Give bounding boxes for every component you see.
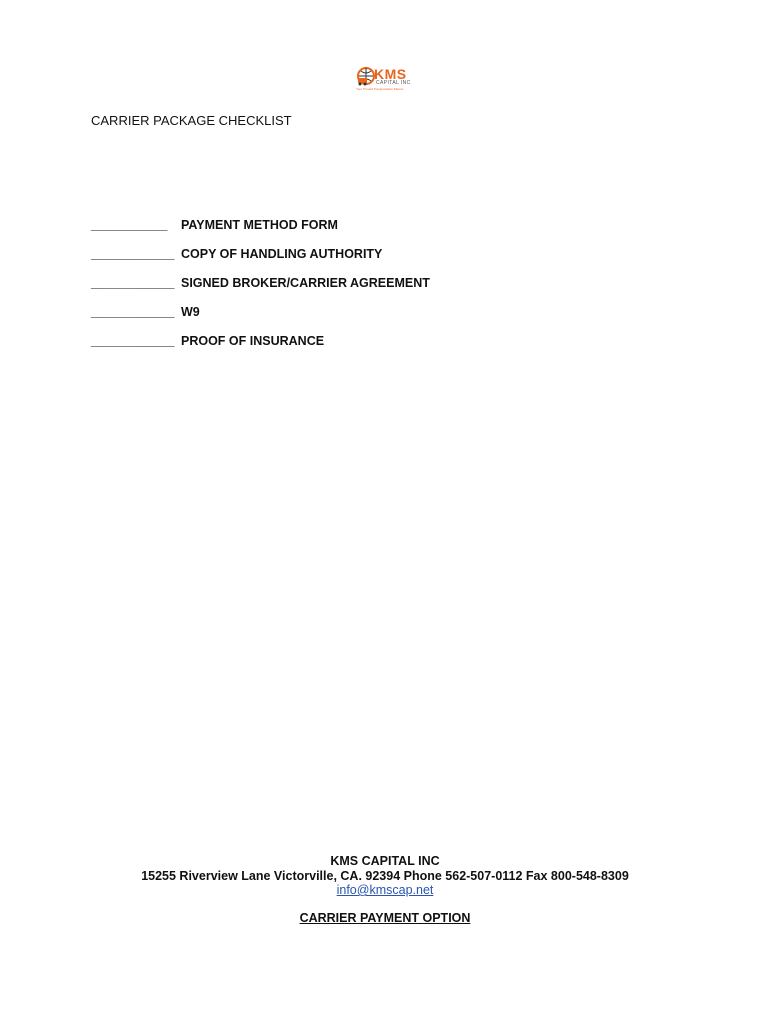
- checklist-item: [91, 276, 430, 290]
- checklist-item: [91, 305, 200, 319]
- checklist-label: PAYMENT METHOD FORM: [181, 218, 338, 232]
- checklist-label: PROOF OF INSURANCE: [181, 334, 325, 348]
- checklist-label: COPY OF HANDLING AUTHORITY: [181, 247, 383, 261]
- section-heading: [0, 911, 770, 925]
- checklist-blank: ____________: [91, 247, 175, 261]
- logo-subtitle: CAPITAL INC: [376, 80, 411, 86]
- checklist-blank: ___________: [91, 218, 168, 232]
- footer-email-row: [0, 883, 770, 897]
- checklist-item: [91, 334, 325, 348]
- checklist-item: [91, 247, 383, 261]
- checklist-label: SIGNED BROKER/CARRIER AGREEMENT: [181, 276, 430, 290]
- logo-tagline: Your Trusted Transportation Partner: [356, 87, 404, 91]
- logo-brand: KMS: [374, 66, 407, 82]
- email-link[interactable]: info@kmscap.net: [336, 883, 434, 897]
- footer-company-name: KMS CAPITAL INC: [330, 854, 440, 868]
- checklist-item: [91, 218, 338, 232]
- company-logo: [356, 66, 416, 92]
- checklist-blank: ____________: [91, 276, 175, 290]
- footer-address: 15255 Riverview Lane Victorville, CA. 92394 Phone 562-507-0112 Fax 800-548-8309: [141, 869, 629, 883]
- checklist-blank: ____________: [91, 334, 175, 348]
- checklist-blank: ____________: [91, 305, 175, 319]
- checklist-label: W9: [181, 305, 200, 319]
- globe-truck-icon: [356, 66, 376, 88]
- section-heading-text: CARRIER PAYMENT OPTION: [299, 911, 471, 925]
- page-title: CARRIER PACKAGE CHECKLIST: [91, 113, 292, 128]
